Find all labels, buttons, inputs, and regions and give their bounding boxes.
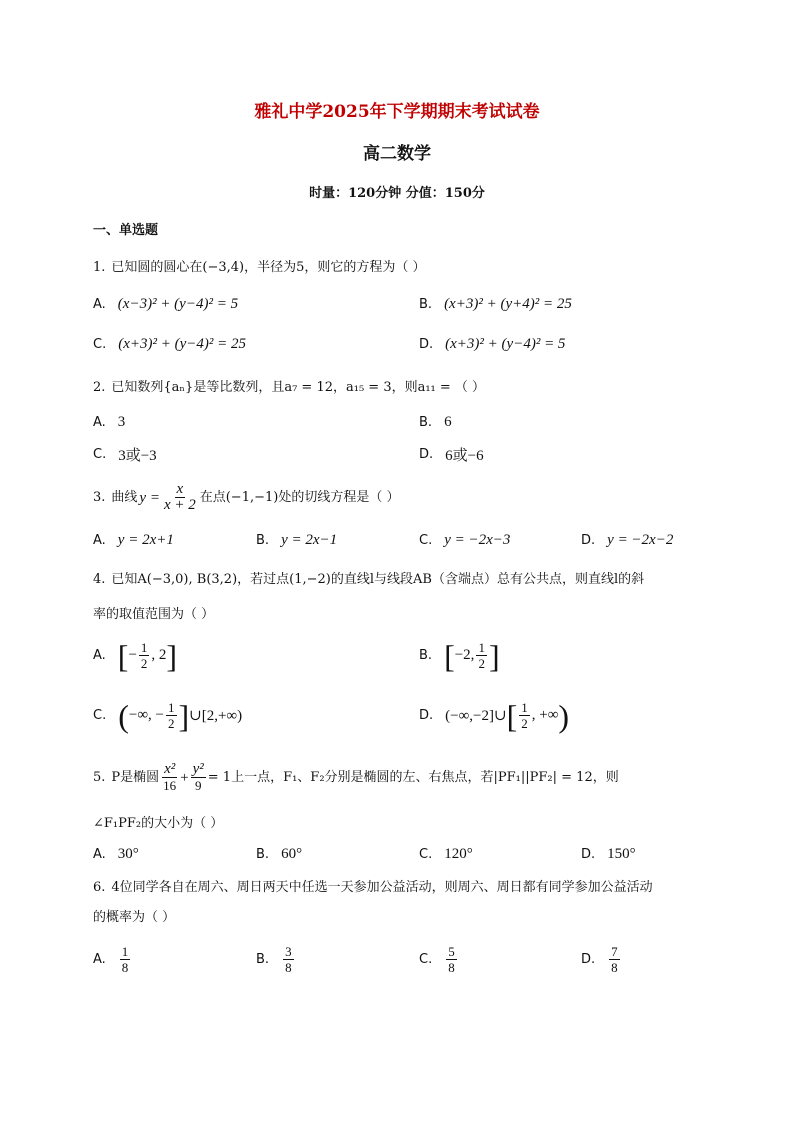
option-d[interactable] [419,444,484,465]
option-text: 30° [117,846,139,862]
option-label: C. [419,952,433,967]
question-stem-line2: 的概率为（ ） [93,910,176,925]
bracket-close: ] [488,637,500,674]
question-5-cont [93,814,223,834]
fraction [519,700,530,731]
option-b[interactable] [419,414,452,431]
bracket-open: [ [506,697,518,734]
fraction [162,482,198,513]
fraction [120,944,131,975]
option-label: B. [256,533,270,548]
bracket-close: ) [558,697,570,734]
question-1 [93,258,426,278]
options-row [93,697,713,740]
question-number: 2. [93,380,106,395]
option-label: C. [93,447,107,462]
bracket-open: [ [117,637,129,674]
option-c[interactable] [419,944,459,975]
denominator: 8 [121,960,129,975]
option-d[interactable] [419,697,570,734]
denominator: x + 2 [163,497,196,513]
option-text: 120° [444,846,473,862]
plus-sign: + [180,769,189,786]
options-row [93,296,713,326]
options-row [93,444,713,474]
numerator: x [176,481,184,497]
denominator: 9 [194,778,202,793]
denominator: 2 [478,656,485,671]
option-label: D. [581,847,596,862]
option-text: (x+3)² + (y+4)² = 25 [444,296,572,312]
fraction [609,944,620,975]
option-label: B. [419,648,433,663]
numerator: 1 [521,700,528,715]
option-text: 3或−3 [118,448,157,464]
fraction [161,762,178,793]
denominator: 8 [611,960,618,975]
question-stem-line2: 率的取值范围为（ ） [93,607,215,622]
bracket-close: ] [178,697,190,734]
option-label: B. [419,415,433,430]
option-a[interactable] [93,532,174,549]
option-b[interactable] [256,846,302,863]
option-a[interactable] [93,846,139,863]
options-row [93,846,713,876]
question-2 [93,378,485,398]
question-6-cont [93,908,175,928]
option-text: (x+3)² + (y−4)² = 25 [118,336,246,352]
numerator: 1 [168,700,175,715]
option-lead: (−∞,−2]∪ [445,708,507,724]
option-d[interactable] [419,336,565,353]
question-stem-line1: 已知A(−3,0), B(3,2)，若过点(1,−2)的直线l与线段AB（含端点）总有公共点，则直线l的斜 [111,572,645,587]
question-stem: 已知圆的圆心在(−3,4)，半径为5，则它的方程为（ ） [111,260,426,275]
option-text: (x−3)² + (y−4)² = 5 [117,296,239,312]
option-label: A. [93,297,106,312]
option-label: A. [93,952,106,967]
numerator: 1 [121,944,129,959]
section-heading: 一、单选题 [93,223,159,238]
option-c[interactable] [419,846,473,863]
fraction [476,640,487,671]
option-pre: −2, [454,647,475,663]
bracket-open: [ [444,637,455,674]
option-label: A. [93,847,106,862]
option-a[interactable] [93,637,178,674]
option-c[interactable] [93,697,243,734]
option-c[interactable] [93,336,246,353]
option-post: , +∞ [531,707,559,723]
option-label: B. [256,847,270,862]
option-text: 150° [607,846,636,862]
subject-title: 高二数学 [363,144,431,164]
fraction [283,944,294,975]
option-label: C. [419,847,433,862]
question-6 [93,878,653,898]
option-a[interactable] [93,944,132,975]
question-stem-pre: 曲线 [111,489,138,505]
question-4 [93,570,644,590]
options-row [93,532,713,562]
fraction [446,944,457,975]
denominator: 2 [521,716,528,731]
option-pre: −∞, − [128,707,164,723]
numerator: 5 [448,944,455,959]
option-label: A. [93,533,106,548]
fraction [139,640,150,671]
option-text: y = −2x−3 [444,532,511,548]
exam-meta: 时量：120分钟 分值：150分 [309,186,485,201]
fraction [166,700,177,731]
options-row [93,637,713,680]
question-stem-pre: P是椭圆 [111,769,160,785]
option-label: D. [581,952,596,967]
option-label: D. [419,337,434,352]
option-post: , 2 [151,647,167,663]
option-label: C. [419,533,433,548]
exam-title: 雅礼中学2025年下学期期末考试试卷 [254,102,540,122]
question-number: 6. [93,880,106,895]
numerator: 1 [478,640,485,655]
option-text: y = −2x−2 [607,532,674,548]
option-text: 6 [444,414,452,430]
numerator: 1 [140,640,148,655]
denominator: 8 [285,960,292,975]
option-a[interactable] [93,296,238,313]
numerator: 3 [285,944,292,959]
question-3 [93,482,399,513]
option-b[interactable] [256,532,337,549]
question-stem-line1: 4位同学各自在周六、周日两天中任选一天参加公益活动，则周六、周日都有同学参加公益活动 [111,880,653,895]
option-c[interactable] [419,532,510,549]
option-c[interactable] [93,444,157,465]
option-label: C. [93,337,107,352]
question-5 [93,762,619,793]
option-pre: − [128,647,137,663]
option-text: y = 2x−1 [281,532,338,548]
option-label: A. [93,415,106,430]
options-row [93,944,713,984]
option-label: D. [581,533,596,548]
option-d[interactable] [581,532,673,549]
option-text: 6或−6 [445,448,484,464]
question-number: 4. [93,572,106,587]
question-stem-post: = 1上一点，F₁、F₂分别是椭圆的左、右焦点，若|PF₁||PF₂| = 12，则 [207,769,619,785]
bracket-close: ] [166,637,178,674]
denominator: 16 [163,778,177,793]
option-label: D. [419,708,434,723]
question-number: 1. [93,260,106,275]
denominator: 2 [140,656,148,671]
numerator: x² [164,761,176,777]
option-label: A. [93,648,106,663]
option-b[interactable] [419,296,572,313]
options-row [93,414,713,444]
question-number: 5. [93,769,106,785]
option-b[interactable] [419,637,500,674]
option-label: D. [419,447,434,462]
option-a[interactable] [93,414,125,431]
option-b[interactable] [256,944,296,975]
numerator: 7 [611,944,618,959]
option-text: y = 2x+1 [117,532,174,548]
option-tail: ∪[2,+∞) [189,708,243,724]
denominator: 2 [168,716,175,731]
question-4-cont [93,605,214,625]
option-text: 3 [117,414,126,430]
option-label: B. [256,952,270,967]
options-row [93,336,713,366]
math-lhs: y = [139,489,160,506]
bracket-open: ( [118,697,129,734]
question-stem-line2: ∠F₁PF₂的大小为（ ） [93,816,224,831]
option-label: C. [93,708,107,723]
question-number: 3. [93,489,106,505]
option-d[interactable] [581,846,636,863]
option-text: (x+3)² + (y−4)² = 5 [445,336,566,352]
option-label: B. [419,297,433,312]
fraction [191,762,206,793]
denominator: 8 [448,960,455,975]
question-stem: 已知数列{aₙ}是等比数列，且a₇ = 12，a₁₅ = 3，则a₁₁ = （ ） [111,380,486,395]
numerator: y² [192,761,204,777]
option-text: 60° [281,846,303,862]
option-d[interactable] [581,944,622,975]
question-stem-post: 在点(−1,−1)处的切线方程是（ ） [199,489,400,505]
